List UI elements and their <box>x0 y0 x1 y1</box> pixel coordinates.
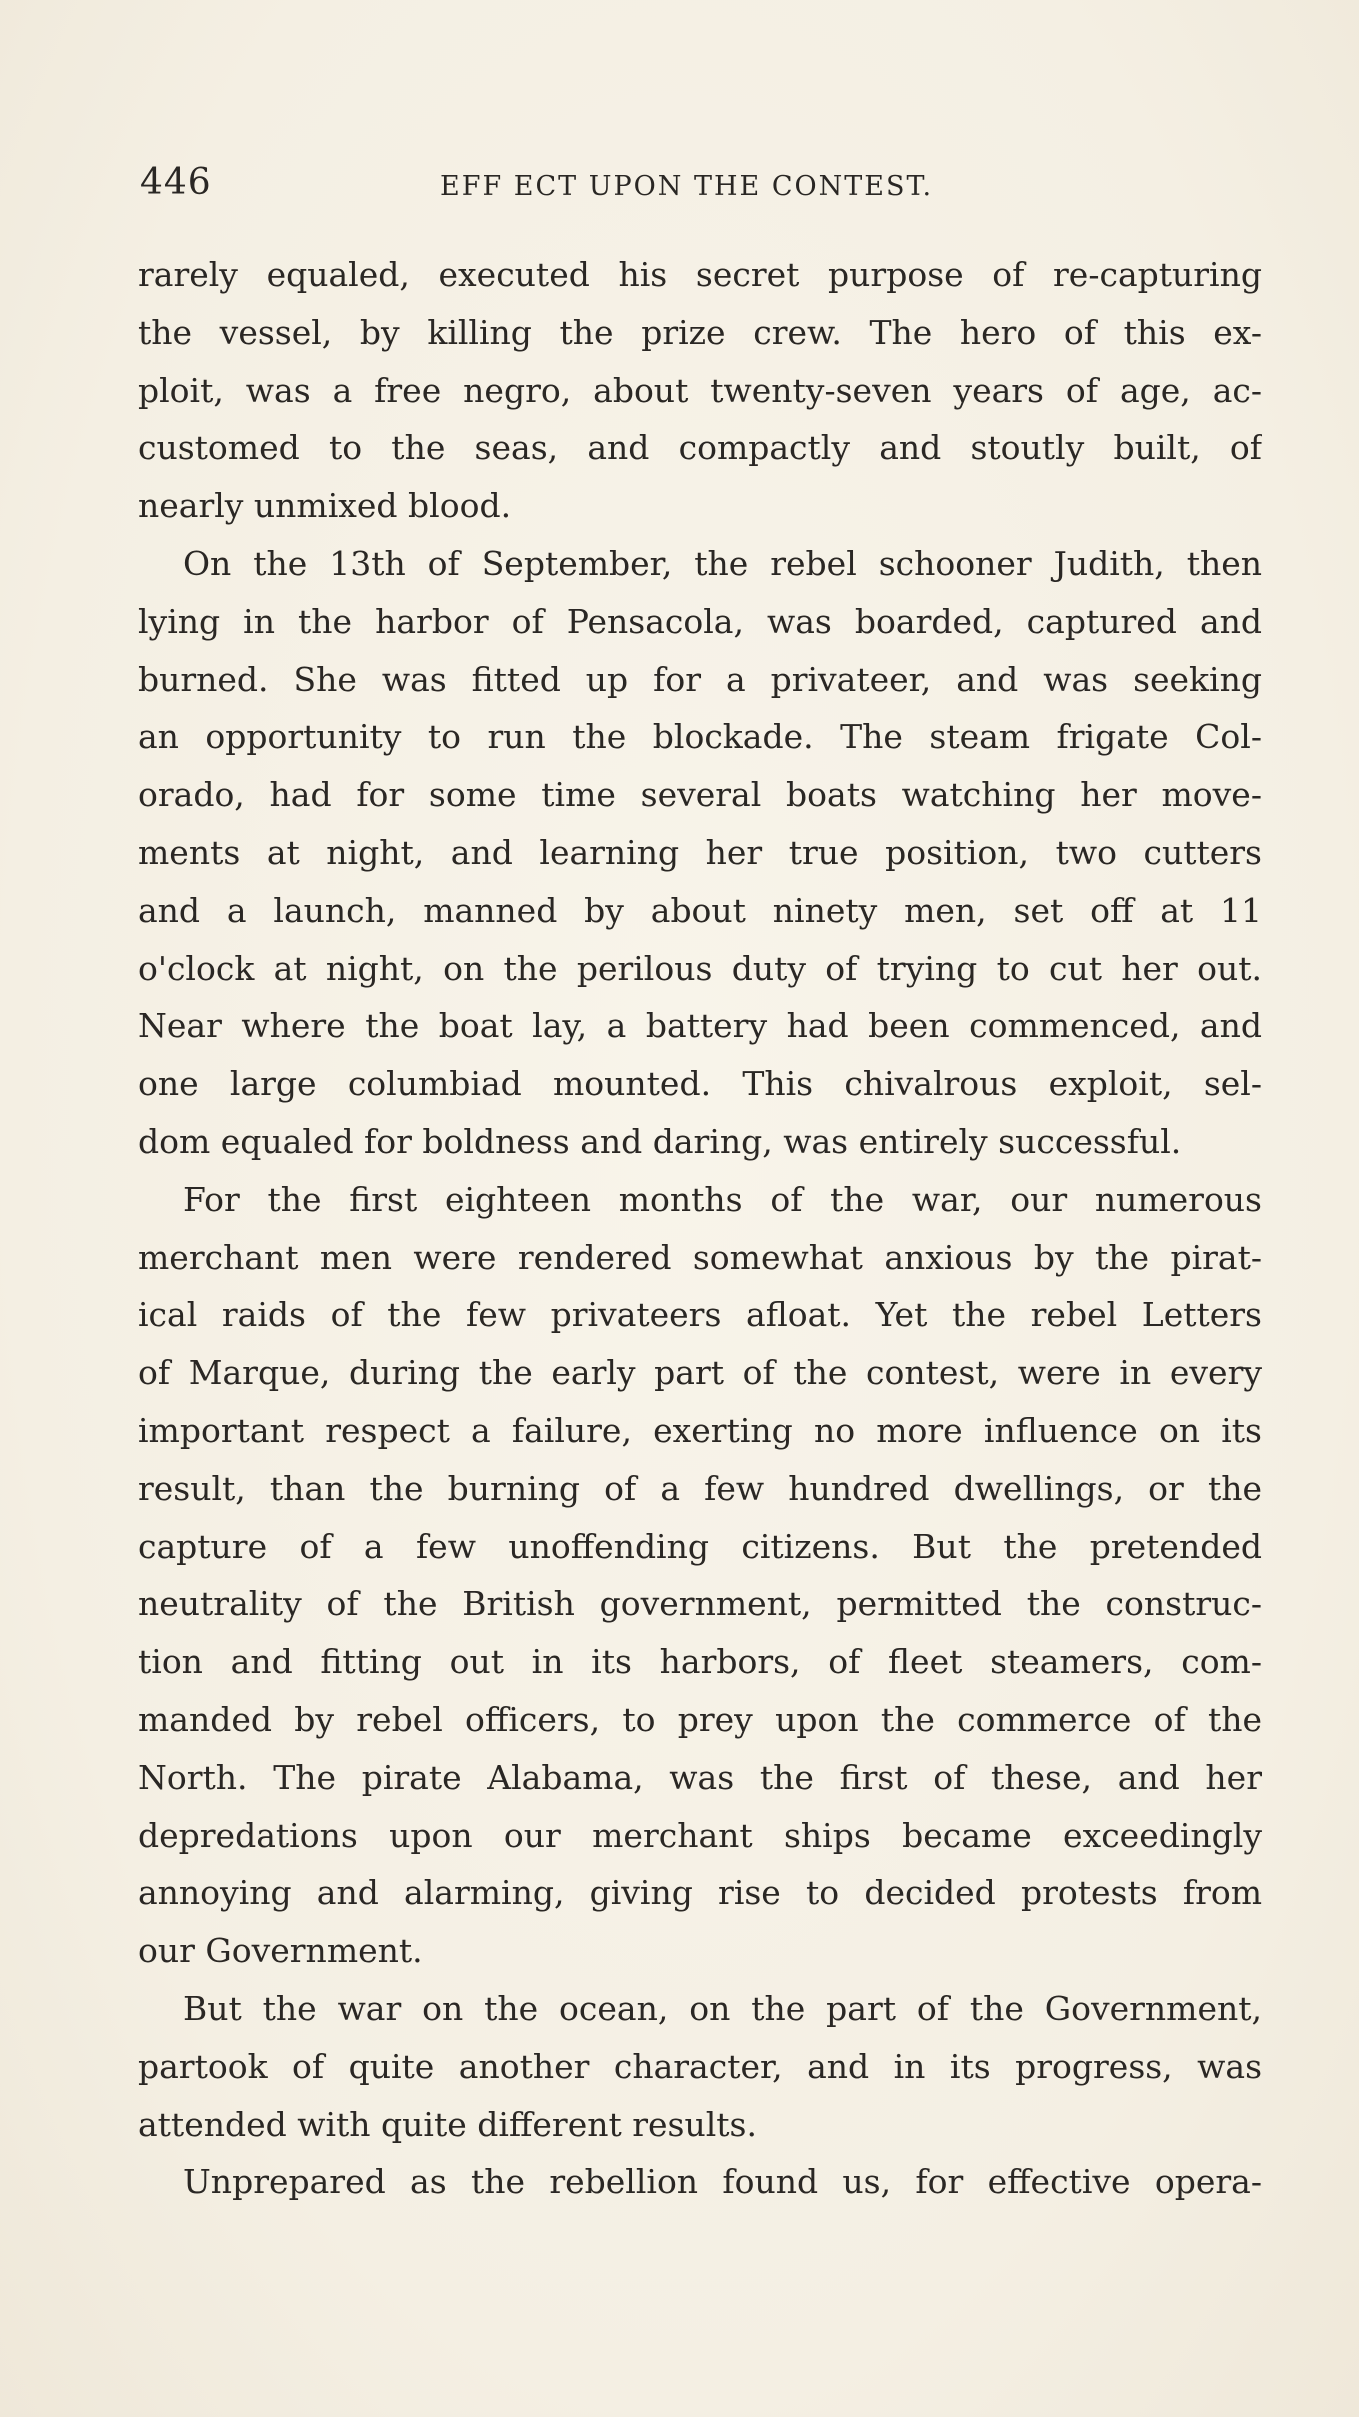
text-line: important respect a failure, exerting no more influence on its <box>138 1410 1262 1450</box>
text-line: ploit, was a free negro, about twenty-seven years of age, ac- <box>138 370 1262 410</box>
text-line: North. The pirate Alabama, was the first of these, and her <box>138 1757 1262 1797</box>
text-line: neutrality of the British government, permitted the construc- <box>138 1584 1262 1624</box>
text-line: partook of quite another character, and in its progress, was <box>138 2046 1262 2086</box>
text-line: an opportunity to run the blockade. The steam frigate Col- <box>138 717 1262 757</box>
running-head <box>140 158 1275 208</box>
text-line: lying in the harbor of Pensacola, was boarded, captured and <box>138 601 1262 641</box>
text-line: and a launch, manned by about ninety men, set off at 11 <box>138 890 1262 930</box>
text-line: ments at night, and learning her true position, two cutters <box>138 832 1262 872</box>
text-line: o'clock at night, on the perilous duty of trying to cut her out. <box>138 948 1262 988</box>
text-line: dom equaled for boldness and daring, was entirely successful. <box>138 1121 1182 1161</box>
page-number: 446 <box>140 162 212 203</box>
text-line: depredations upon our merchant ships became exceedingly <box>138 1815 1262 1855</box>
text-line: of Marque, during the early part of the contest, were in every <box>138 1353 1262 1393</box>
text-line: Unprepared as the rebellion found us, for effective opera- <box>183 2162 1262 2202</box>
text-line: nearly unmixed blood. <box>138 486 512 526</box>
text-line: manded by rebel officers, to prey upon the commerce of the <box>138 1699 1262 1739</box>
text-line: customed to the seas, and compactly and stoutly built, of <box>138 428 1262 468</box>
text-line: Near where the boat lay, a battery had been commenced, and <box>138 1006 1262 1046</box>
body-text <box>138 246 1262 2211</box>
text-line: one large columbiad mounted. This chivalrous exploit, sel- <box>138 1064 1262 1104</box>
running-title: EFF ECT UPON THE CONTEST. <box>440 171 934 202</box>
text-line: tion and fitting out in its harbors, of fleet steamers, com- <box>138 1642 1262 1682</box>
text-line: capture of a few unoffending citizens. But the pretended <box>138 1526 1262 1566</box>
text-line: merchant men were rendered somewhat anxious by the pirat- <box>138 1237 1262 1277</box>
text-line: But the war on the ocean, on the part of the Government, <box>183 1988 1262 2028</box>
text-line: orado, had for some time several boats watching her move- <box>138 775 1262 815</box>
text-line: rarely equaled, executed his secret purpose of re-capturing <box>138 255 1262 294</box>
text-line: On the 13th of September, the rebel schooner Judith, then <box>183 543 1262 583</box>
text-line: For the first eighteen months of the war, our numerous <box>183 1179 1262 1219</box>
text-line: the vessel, by killing the prize crew. The hero of this ex- <box>138 312 1262 352</box>
text-line: our Government. <box>138 1931 423 1971</box>
text-line: annoying and alarming, giving rise to decided protests from <box>138 1873 1262 1913</box>
text-line: ical raids of the few privateers afloat. Yet the rebel Letters <box>138 1295 1262 1335</box>
text-line: result, than the burning of a few hundred dwellings, or the <box>138 1468 1262 1508</box>
text-line: burned. She was fitted up for a privateer, and was seeking <box>138 659 1262 699</box>
text-line: attended with quite different results. <box>138 2104 757 2144</box>
